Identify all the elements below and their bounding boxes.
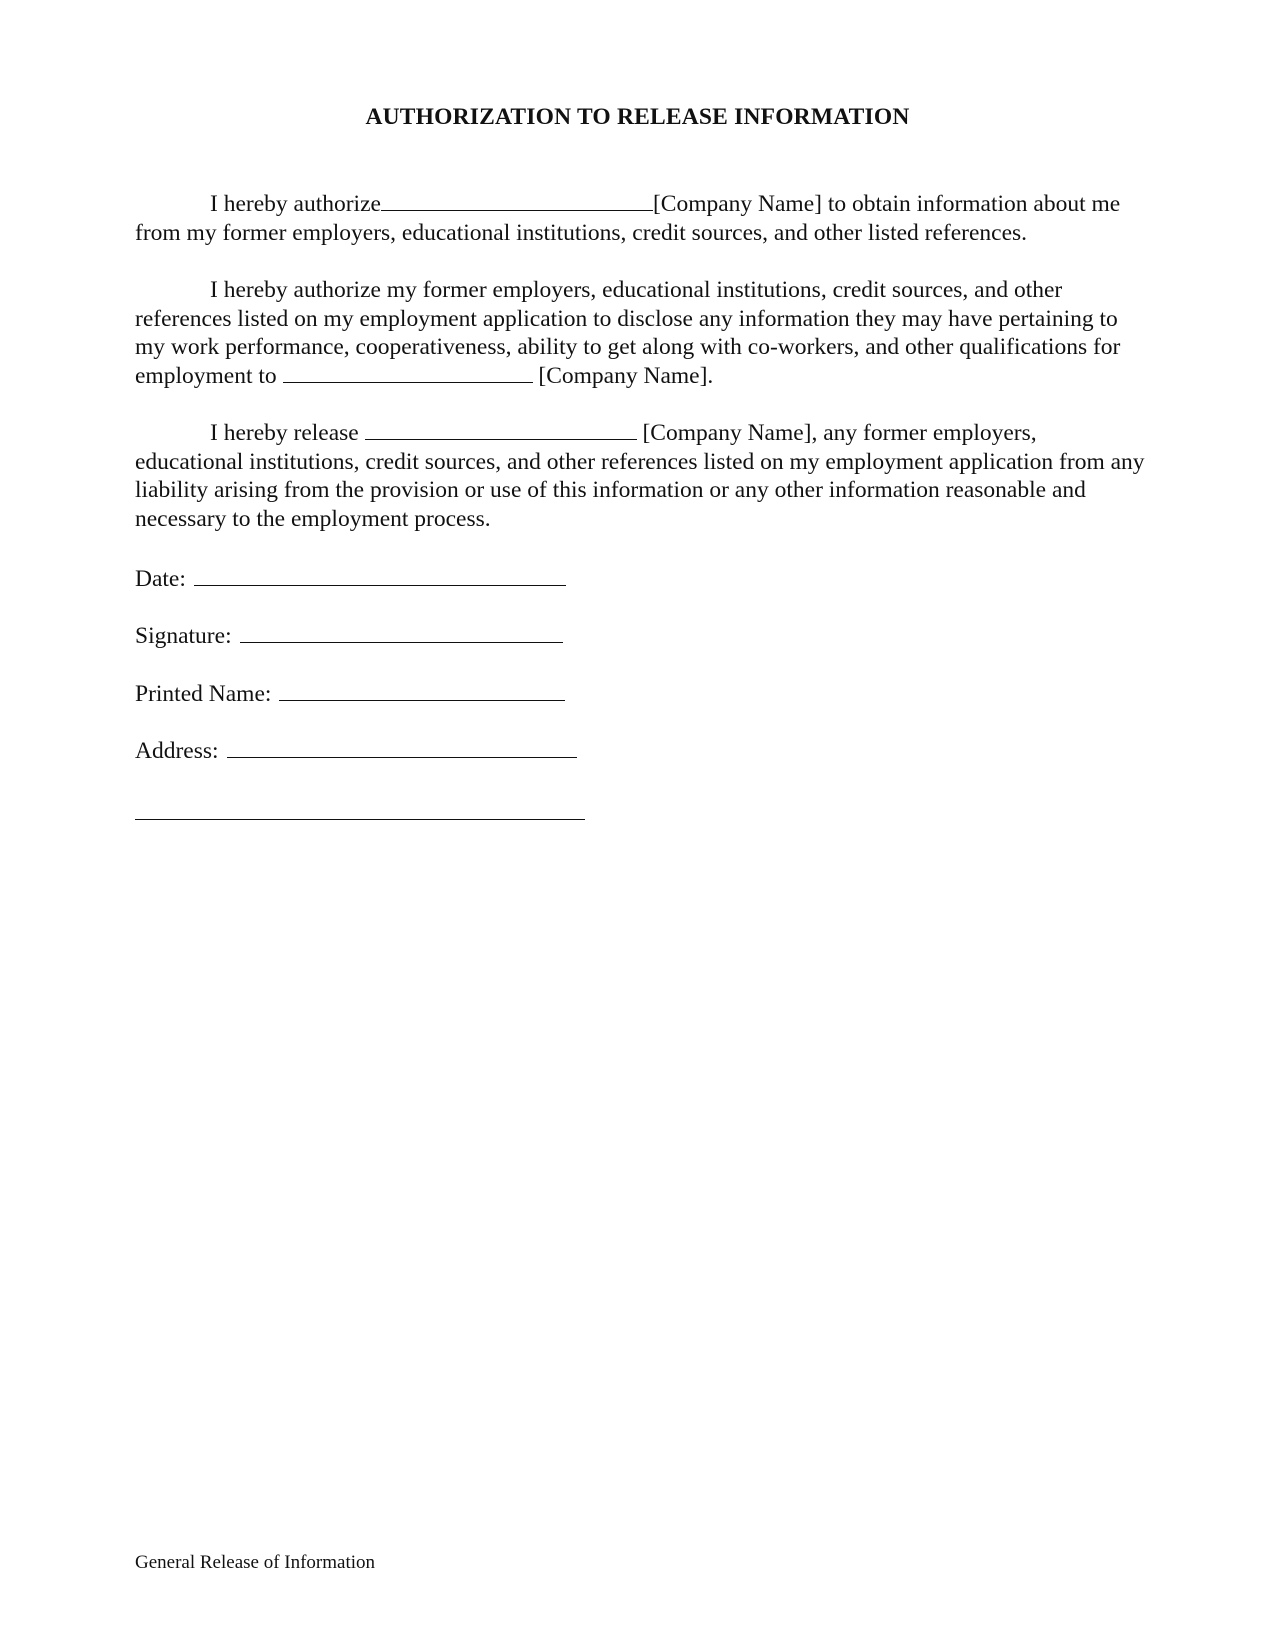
printed-name-input-line[interactable]: [279, 680, 565, 701]
company-name-blank-2[interactable]: [283, 362, 533, 383]
paragraph1-lead-text: I hereby authorize: [210, 191, 381, 217]
signature-field: [135, 622, 563, 650]
address-label: Address:: [135, 738, 219, 764]
paragraph-authorize-company: [135, 190, 1150, 247]
company-name-blank-1[interactable]: [381, 190, 653, 211]
address-input-line[interactable]: [227, 737, 577, 758]
signature-input-line[interactable]: [240, 622, 563, 643]
paragraph-release-liability: [135, 419, 1150, 533]
document-title: AUTHORIZATION TO RELEASE INFORMATION: [365, 104, 910, 130]
address-input-line-2[interactable]: [135, 819, 585, 820]
paragraph-authorize-references: [135, 276, 1150, 390]
address-field: [135, 737, 577, 765]
page-footer: General Release of Information: [135, 1552, 376, 1573]
paragraph3-tail-text: [Company Name], any former employers, educational institutions, credit sources, and other references listed on my employment application from any liability arising from the provision or use of this information or any other information reasonable and necessary to the employment process.: [135, 420, 1145, 532]
paragraph2-tail-text: [Company Name].: [538, 362, 714, 389]
date-field: [135, 565, 566, 593]
paragraph2-lead-text: I hereby authorize my former employers, educational institutions, credit sources, and other references listed on my employment application to disclose any information they may have pertaining to my work performance, cooperativeness, ability to get along with co-workers, and other qualifications for employment to: [135, 277, 1121, 389]
paragraph3-lead-text: I hereby release: [210, 420, 359, 446]
company-name-blank-3[interactable]: [365, 419, 637, 440]
date-label: Date:: [135, 566, 186, 592]
date-input-line[interactable]: [194, 565, 566, 586]
printed-name-field: [135, 680, 565, 708]
signature-label: Signature:: [135, 623, 232, 649]
printed-name-label: Printed Name:: [135, 681, 272, 707]
paragraph1-tail-text: [Company Name] to obtain information about me from my former employers, educational institutions, credit sources, and other listed references.: [135, 191, 1121, 246]
